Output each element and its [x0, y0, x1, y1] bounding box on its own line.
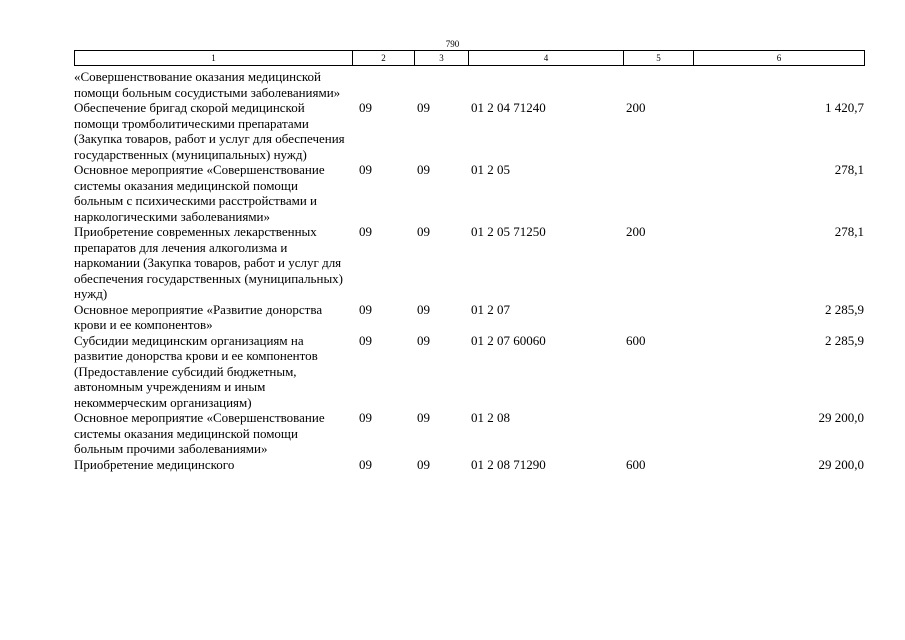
column-number-header — [74, 50, 865, 66]
table-row — [74, 457, 864, 473]
row-section: 09 — [359, 301, 372, 317]
row-target-code: 01 2 07 60060 — [471, 332, 546, 348]
table-row — [74, 162, 864, 224]
row-section: 09 — [359, 224, 372, 239]
row-section — [352, 69, 414, 100]
header-col-3: 3 — [415, 51, 469, 66]
table-row — [74, 69, 864, 100]
row-name: Основное мероприятие «Развитие донорства крови и ее компонентов» — [74, 301, 323, 332]
row-name: Субсидии медицинским организациям на развитие донорства крови и ее компонентов (Предоставление субсидий бюджетным, автономным учреждениям и иным некоммерческим организациям) — [74, 332, 318, 410]
row-expense-type: 600 — [626, 456, 646, 472]
budget-table — [74, 69, 864, 472]
row-target-code: 01 2 07 — [471, 301, 510, 317]
row-sum: 29 200,0 — [818, 456, 864, 472]
row-target-code: 01 2 04 71240 — [471, 100, 546, 115]
table-row — [74, 224, 864, 302]
row-expense-type — [623, 302, 693, 333]
row-name: «Совершенствование оказания медицинской помощи больным сосудистыми заболеваниями» — [74, 69, 341, 100]
row-sum — [693, 69, 864, 100]
row-target-code — [468, 69, 623, 100]
row-expense-type — [623, 69, 693, 100]
row-subsection — [414, 69, 468, 100]
row-name: Приобретение медицинского — [74, 456, 235, 472]
row-sum: 29 200,0 — [818, 410, 864, 425]
row-expense-type: 600 — [626, 332, 646, 348]
row-target-code: 01 2 05 — [471, 162, 510, 177]
header-col-5: 5 — [624, 51, 694, 66]
row-sum: 278,1 — [834, 224, 864, 239]
row-subsection: 09 — [417, 224, 430, 239]
row-section: 09 — [359, 332, 372, 348]
row-section: 09 — [359, 456, 372, 472]
table-row — [74, 333, 864, 411]
row-name: Основное мероприятие «Совершенствование системы оказания медицинской помощи больным прочими заболеваниями» — [74, 410, 325, 456]
table-row — [74, 302, 864, 333]
row-name: Обеспечение бригад скорой медицинской помощи тромболитическими препаратами (Закупка товаров, работ и услуг для обеспечения государственных (муниципальных) нужд) — [74, 100, 345, 162]
row-expense-type — [623, 410, 693, 457]
row-subsection: 09 — [417, 301, 430, 317]
page-number: 790 — [445, 39, 460, 49]
row-section: 09 — [359, 162, 372, 177]
row-subsection: 09 — [417, 162, 430, 177]
header-col-6: 6 — [694, 51, 865, 66]
row-name: Основное мероприятие «Совершенствование системы оказания медицинской помощи больным с психическими расстройствами и наркологическими заболеваниями» — [74, 162, 325, 224]
row-target-code: 01 2 08 — [471, 410, 510, 425]
row-subsection: 09 — [417, 332, 430, 348]
row-sum: 2 285,9 — [825, 301, 864, 317]
row-expense-type: 200 — [626, 224, 646, 239]
row-section: 09 — [359, 100, 372, 115]
row-expense-type — [623, 162, 693, 224]
header-col-4: 4 — [469, 51, 624, 66]
header-col-2: 2 — [353, 51, 415, 66]
header-col-1: 1 — [75, 51, 353, 66]
row-subsection: 09 — [417, 456, 430, 472]
row-target-code: 01 2 05 71250 — [471, 224, 546, 239]
row-subsection: 09 — [417, 410, 430, 425]
row-expense-type: 200 — [626, 100, 646, 115]
row-sum: 278,1 — [834, 162, 864, 177]
row-subsection: 09 — [417, 100, 430, 115]
table-row — [74, 410, 864, 457]
row-sum: 1 420,7 — [825, 100, 864, 115]
row-name: Приобретение современных лекарственных препаратов для лечения алкоголизма и наркомании (Закупка товаров, работ и услуг для обеспечения государственных (муниципальных) нужд) — [74, 224, 344, 301]
row-section: 09 — [359, 410, 372, 425]
table-row — [74, 100, 864, 162]
row-sum: 2 285,9 — [825, 332, 864, 348]
row-target-code: 01 2 08 71290 — [471, 456, 546, 472]
